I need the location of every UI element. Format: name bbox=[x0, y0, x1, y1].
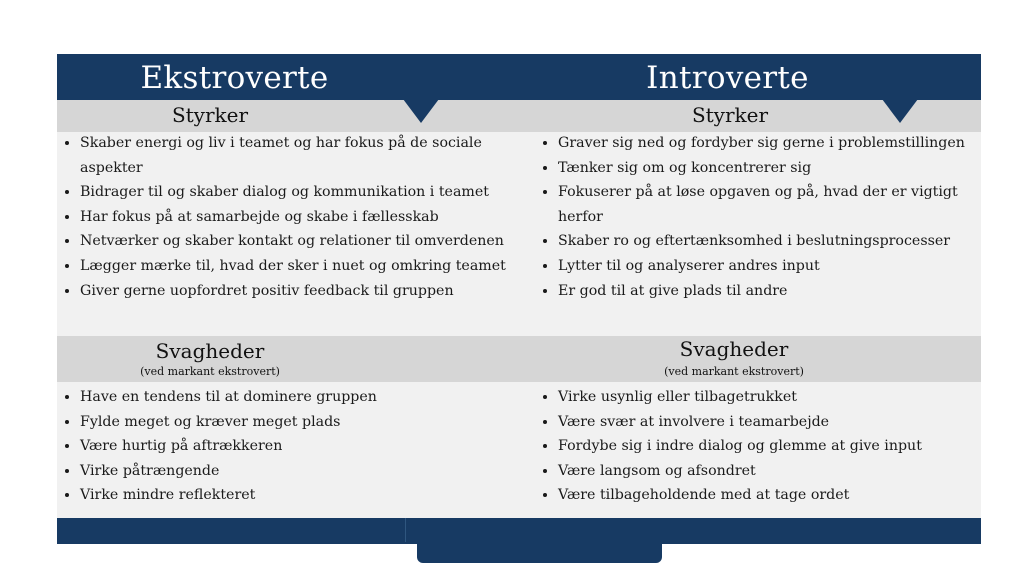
title-ekstroverte: Ekstroverte bbox=[140, 60, 329, 96]
list-item: • Virke påtrængende bbox=[80, 459, 520, 484]
list-item: • Fokuserer på at løse opgaven og på, hvad der er vigtigt herfor bbox=[558, 180, 998, 229]
right-strengths-heading: Styrker bbox=[691, 103, 769, 127]
list-item: • Netværker og skaber kontakt og relationer til omverdenen bbox=[80, 229, 520, 254]
list-item: • Have en tendens til at dominere gruppen bbox=[80, 385, 520, 410]
list-item: • Graver sig ned og fordyber sig gerne i problemstillingen bbox=[558, 131, 998, 156]
list-item: • Være svær at involvere i teamarbejde bbox=[558, 410, 998, 435]
list-item: • Lytter til og analyserer andres input bbox=[558, 254, 998, 279]
list-item: • Skaber ro og eftertænksomhed i beslutningsprocesser bbox=[558, 229, 998, 254]
right-weaknesses-list bbox=[536, 385, 998, 508]
left-weaknesses-heading: Svagheder bbox=[155, 339, 265, 363]
list-item: • Fordybe sig i indre dialog og glemme at give input bbox=[558, 434, 998, 459]
footer-divider bbox=[405, 518, 406, 542]
list-item: • Virke mindre reflekteret bbox=[80, 483, 520, 508]
list-item: • Giver gerne uopfordret positiv feedback til gruppen bbox=[80, 279, 520, 304]
arrow-down-icon bbox=[882, 99, 918, 123]
list-item: • Være tilbageholdende med at tage ordet bbox=[558, 483, 998, 508]
right-weaknesses-heading: Svagheder bbox=[679, 337, 789, 361]
right-strengths-list bbox=[536, 131, 998, 303]
list-item: • Være hurtig på aftrækkeren bbox=[80, 434, 520, 459]
arrow-down-icon bbox=[403, 99, 439, 123]
list-item: • Være langsom og afsondret bbox=[558, 459, 998, 484]
footer-tab bbox=[417, 543, 662, 563]
left-strengths-heading: Styrker bbox=[171, 103, 249, 127]
list-item: • Skaber energi og liv i teamet og har fokus på de sociale aspekter bbox=[80, 131, 520, 180]
list-item: • Tænker sig om og koncentrerer sig bbox=[558, 156, 998, 181]
title-introverte: Introverte bbox=[646, 60, 809, 96]
left-weaknesses-subheading: (ved markant ekstrovert) bbox=[140, 365, 280, 378]
list-item: • Fylde meget og kræver meget plads bbox=[80, 410, 520, 435]
left-strengths-list bbox=[58, 131, 520, 303]
list-item: • Er god til at give plads til andre bbox=[558, 279, 998, 304]
footer-bar bbox=[57, 518, 981, 544]
list-item: • Bidrager til og skaber dialog og kommunikation i teamet bbox=[80, 180, 520, 205]
list-item: • Lægger mærke til, hvad der sker i nuet og omkring teamet bbox=[80, 254, 520, 279]
left-weaknesses-list bbox=[58, 385, 520, 508]
list-item: • Virke usynlig eller tilbagetrukket bbox=[558, 385, 998, 410]
list-item: • Har fokus på at samarbejde og skabe i fællesskab bbox=[80, 205, 520, 230]
right-weaknesses-subheading: (ved markant ekstrovert) bbox=[664, 365, 804, 378]
